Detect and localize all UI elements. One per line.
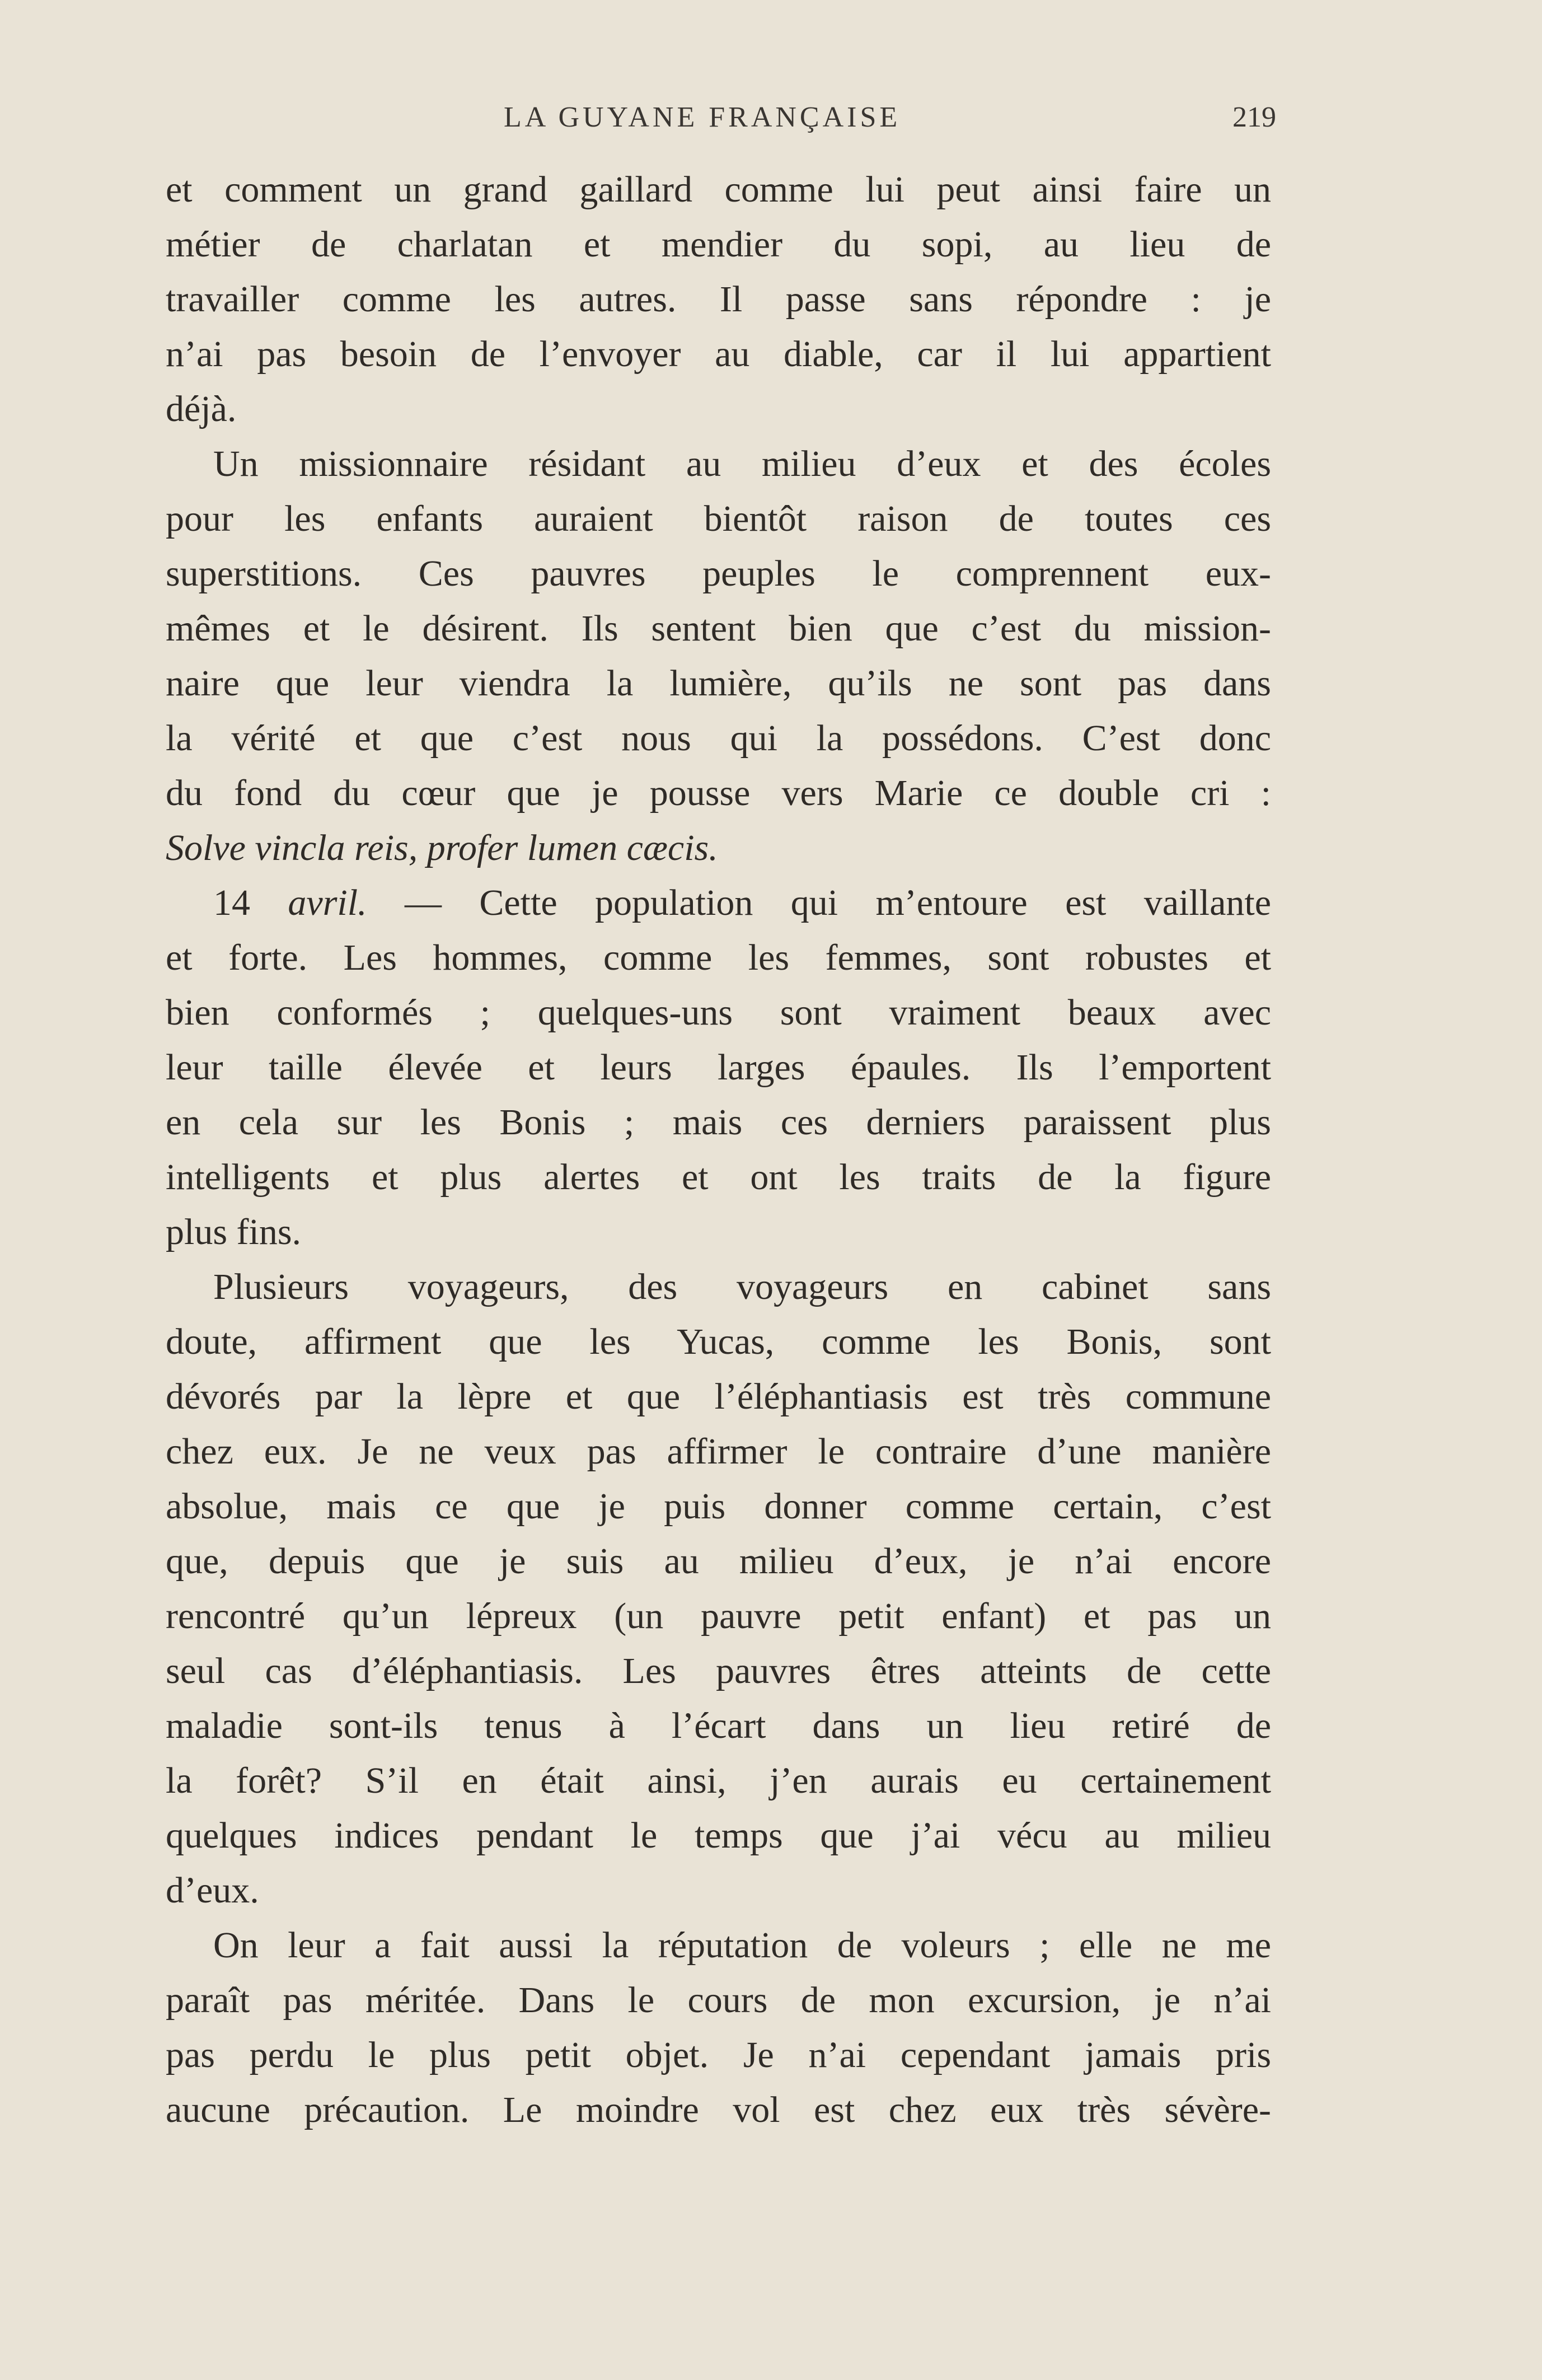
text-line: naire que leur viendra la lumière, qu’ils ne sont pas dans [166, 663, 1271, 704]
text-line: maladie sont-ils tenus à l’écart dans un lieu retiré de [166, 1705, 1271, 1746]
text-line: On leur a fait aussi la réputation de voleurs ; elle ne me [213, 1925, 1271, 1966]
text-line: Un missionnaire résidant au milieu d’eux et des écoles [213, 443, 1271, 484]
page-number: 219 [1232, 101, 1276, 133]
text-line: intelligents et plus alertes et ont les traits de la figure [166, 1157, 1271, 1198]
text-line: n’ai pas besoin de l’envoyer au diable, car il lui appartient [166, 334, 1271, 375]
text-line: et comment un grand gaillard comme lui peut ainsi faire un [166, 169, 1271, 210]
date-month: avril. [288, 882, 367, 923]
text-line: mêmes et le désirent. Ils sentent bien que c’est du mission- [166, 608, 1271, 649]
text-line: d’eux. [166, 1870, 259, 1911]
text-line: la forêt? S’il en était ainsi, j’en aurais eu certainement [166, 1760, 1271, 1801]
text-line: leur taille élevée et leurs larges épaules. Ils l’emportent [166, 1047, 1271, 1088]
text-line: pas perdu le plus petit objet. Je n’ai cependant jamais pris [166, 2035, 1271, 2075]
text-line: rencontré qu’un lépreux (un pauvre petit enfant) et pas un [166, 1596, 1271, 1636]
body-text [166, 162, 1271, 2138]
text-line: bien conformés ; quelques-uns sont vraiment beaux avec [166, 992, 1271, 1033]
text-line: la vérité et que c’est nous qui la possédons. C’est donc [166, 718, 1271, 759]
text-line: et forte. Les hommes, comme les femmes, sont robustes et [166, 937, 1271, 978]
text-line: en cela sur les Bonis ; mais ces derniers paraissent plus [166, 1102, 1271, 1143]
text-line: superstitions. Ces pauvres peuples le comprennent eux- [166, 553, 1271, 594]
text-line: aucune précaution. Le moindre vol est chez eux très sévère- [166, 2089, 1271, 2130]
text-line: doute, affirment que les Yucas, comme les Bonis, sont [166, 1321, 1271, 1362]
date-line-text: — Cette population qui m’entoure est vaillante [404, 882, 1271, 923]
text-line: métier de charlatan et mendier du sopi, au lieu de [166, 224, 1271, 265]
running-title: LA GUYANE FRANÇAISE [504, 101, 901, 133]
text-line: chez eux. Je ne veux pas affirmer le contraire d’une manière [166, 1431, 1271, 1472]
text-line: que, depuis que je suis au milieu d’eux, je n’ai encore [166, 1541, 1271, 1582]
date-day: 14 [213, 882, 250, 923]
text-line: quelques indices pendant le temps que j’ai vécu au milieu [166, 1815, 1271, 1856]
text-line: paraît pas méritée. Dans le cours de mon excursion, je n’ai [166, 1980, 1271, 2021]
text-line: pour les enfants auraient bientôt raison de toutes ces [166, 498, 1271, 539]
text-line: travailler comme les autres. Il passe sans répondre : je [166, 279, 1271, 320]
text-line: dévorés par la lèpre et que l’éléphantiasis est très commune [166, 1376, 1271, 1417]
text-line: seul cas d’éléphantiasis. Les pauvres êtres atteints de cette [166, 1650, 1271, 1691]
text-line: absolue, mais ce que je puis donner comme certain, c’est [166, 1486, 1271, 1527]
text-line: du fond du cœur que je pousse vers Marie ce double cri : [166, 773, 1271, 813]
text-line: Plusieurs voyageurs, des voyageurs en cabinet sans [213, 1266, 1271, 1307]
text-line-dated [166, 876, 1271, 931]
text-line: déjà. [166, 389, 237, 429]
text-line: plus fins. [166, 1212, 302, 1252]
text-line-italic: Solve vincla reis, profer lumen cæcis. [166, 827, 718, 868]
